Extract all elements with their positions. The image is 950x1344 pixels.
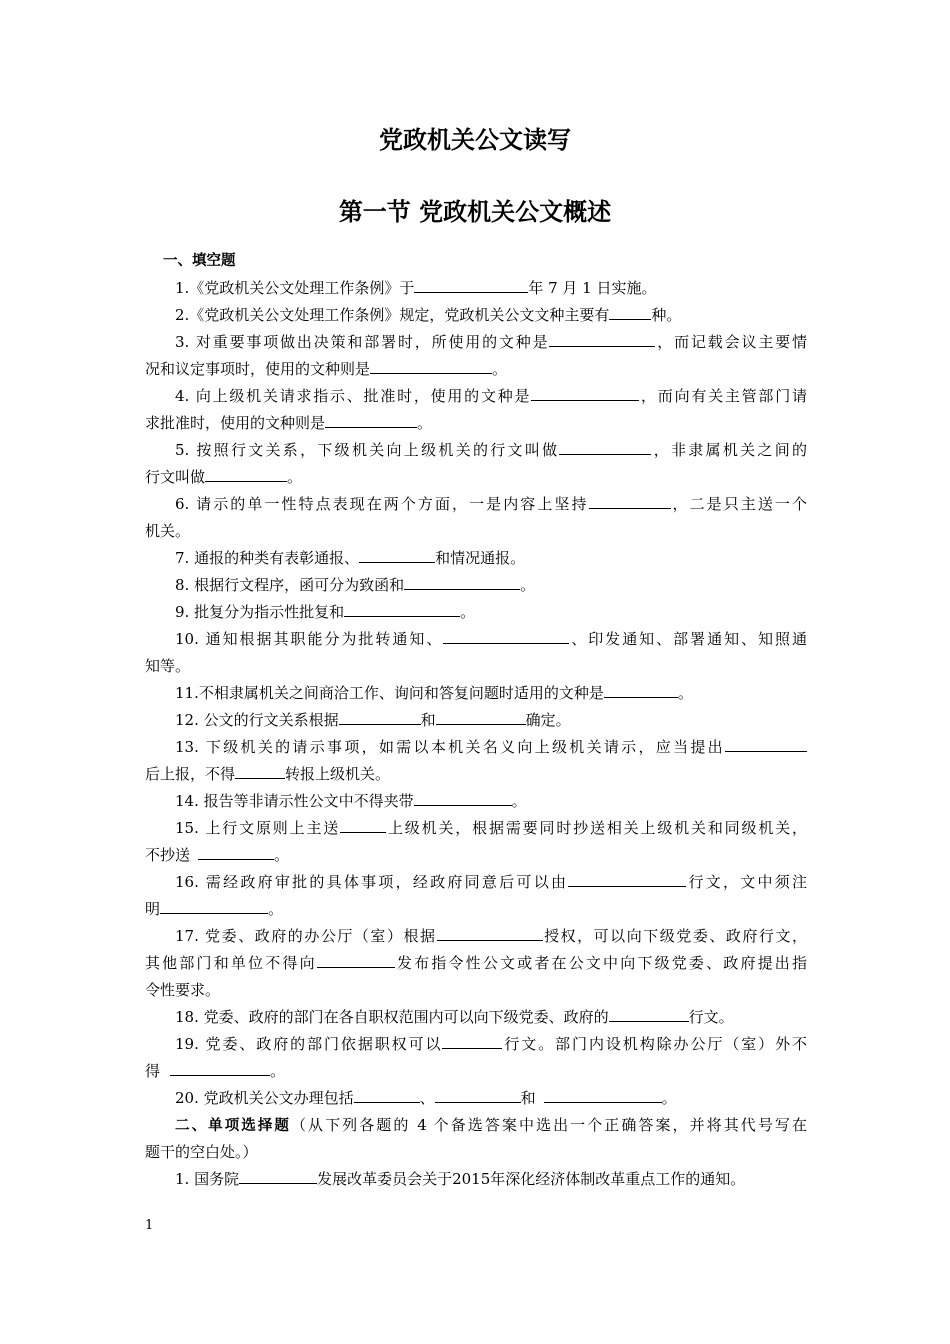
question-15-cont: 不抄送 。 [145,846,290,864]
question-3: 3. 对重要事项做出决策和部署时，所使用的文种是 ，而记载会议主要情 [175,333,807,351]
answer-blank[interactable] [170,1060,270,1076]
answer-blank[interactable] [725,736,807,752]
question-20: 20. 党政机关公文办理包括 、 和 。 [175,1089,677,1107]
page-number: 1 [145,1218,154,1233]
answer-blank[interactable] [549,331,655,347]
answer-blank[interactable] [443,628,569,644]
answer-blank[interactable] [559,439,651,455]
part1-heading: 一、填空题 [163,253,236,269]
document-title: 党政机关公文读写 [379,126,571,154]
answer-blank[interactable] [160,898,268,914]
answer-blank[interactable] [609,304,651,320]
question-4-cont: 求批准时，使用的文种则是 。 [145,414,433,432]
question-19: 19. 党委、政府的部门依据职权可以 行文。部门内设机构除办公厅（室）外不 [175,1035,807,1053]
question-7: 7. 通报的种类有表彰通报、 和情况通报。 [175,549,526,567]
answer-blank[interactable] [568,871,686,887]
part2-heading-line: 二、单项选择题（从下列各题的 4 个备选答案中选出一个正确答案，并将其代号写在 [175,1116,808,1134]
section-title: 第一节 党政机关公文概述 [338,198,612,226]
answer-blank[interactable] [198,844,274,860]
answer-blank[interactable] [436,709,526,725]
answer-blank[interactable] [589,493,671,509]
question-10: 10. 通知根据其职能分为批转通知、 、印发通知、部署通知、知照通 [175,630,807,648]
question-2: 2.《党政机关公文处理工作条例》规定，党政机关公文文种主要有 种。 [175,306,682,324]
answer-blank[interactable] [437,925,543,941]
answer-blank[interactable] [609,1006,689,1022]
answer-blank[interactable] [414,277,528,293]
part2-note-cont: 题干的空白处。） [145,1143,258,1161]
answer-blank[interactable] [414,790,512,806]
question-6-cont: 机关。 [145,522,191,540]
question-11: 11.不相隶属机关之间商洽工作、询问和答复问题时适用的文种是 。 [175,684,693,702]
answer-blank[interactable] [205,466,287,482]
answer-blank[interactable] [325,412,417,428]
question-16-cont: 明 。 [145,900,284,918]
answer-blank[interactable] [339,709,421,725]
answer-blank[interactable] [370,358,492,374]
answer-blank[interactable] [544,1087,662,1103]
question-13: 13. 下级机关的请示事项，如需以本机关名义向上级机关请示，应当提出 [145,734,807,761]
question-16: 16. 需经政府审批的具体事项，经政府同意后可以由 行文，文中须注 [175,873,807,891]
question-17-end: 令性要求。 [145,981,221,999]
choice-question-1: 1. 国务院 发展改革委员会关于2015年深化经济体制改革重点工作的通知。 [175,1170,746,1188]
part2-heading: 二、单项选择题 [175,1118,291,1134]
question-18: 18. 党委、政府的部门在各自职权范围内可以向下级党委、政府的 行文。 [175,1008,734,1026]
question-13-cont: 后上报，不得 转报上级机关。 [145,765,391,783]
question-10-cont: 知等。 [145,657,191,675]
question-4: 4. 向上级机关请求指示、批准时，使用的文种是 ，而向有关主管部门请 [175,387,807,405]
question-17-cont: 其他部门和单位不得向 发布指令性公文或者在公文中向下级党委、政府提出指 [145,954,807,972]
document-body [145,248,807,1193]
question-15: 15. 上行文原则上主送 上级机关，根据需要同时抄送相关上级机关和同级机关， [175,819,807,837]
question-12: 12. 公文的行文关系根据 和 确定。 [175,711,571,729]
answer-blank[interactable] [239,1168,317,1184]
answer-blank[interactable] [235,763,285,779]
question-5: 5. 按照行文关系，下级机关向上级机关的行文叫做 ，非隶属机关之间的 [175,441,807,459]
question-6: 6. 请示的单一性特点表现在两个方面，一是内容上坚持 ，二是只主送一个 [175,495,807,513]
question-14: 14. 报告等非请示性公文中不得夹带 。 [175,792,527,810]
answer-blank[interactable] [435,1087,521,1103]
answer-blank[interactable] [344,601,460,617]
question-8: 8. 根据行文程序，函可分为致函和 。 [175,576,536,594]
question-5-cont: 行文叫做 。 [145,468,303,486]
answer-blank[interactable] [340,817,386,833]
answer-blank[interactable] [604,682,678,698]
answer-blank[interactable] [404,574,520,590]
answer-blank[interactable] [354,1087,420,1103]
answer-blank[interactable] [359,547,435,563]
question-19-cont: 得 。 [145,1062,286,1080]
question-17: 17. 党委、政府的办公厅（室）根据 授权，可以向下级党委、政府行文， [175,927,807,945]
question-1: 1.《党政机关公文处理工作条例》于 年 7 月 1 日实施。 [175,279,657,297]
answer-blank[interactable] [317,952,395,968]
question-3-cont: 况和议定事项时，使用的文种则是 。 [145,360,508,378]
answer-blank[interactable] [531,385,639,401]
answer-blank[interactable] [442,1033,502,1049]
question-9: 9. 批复分为指示性批复和 。 [175,603,476,621]
